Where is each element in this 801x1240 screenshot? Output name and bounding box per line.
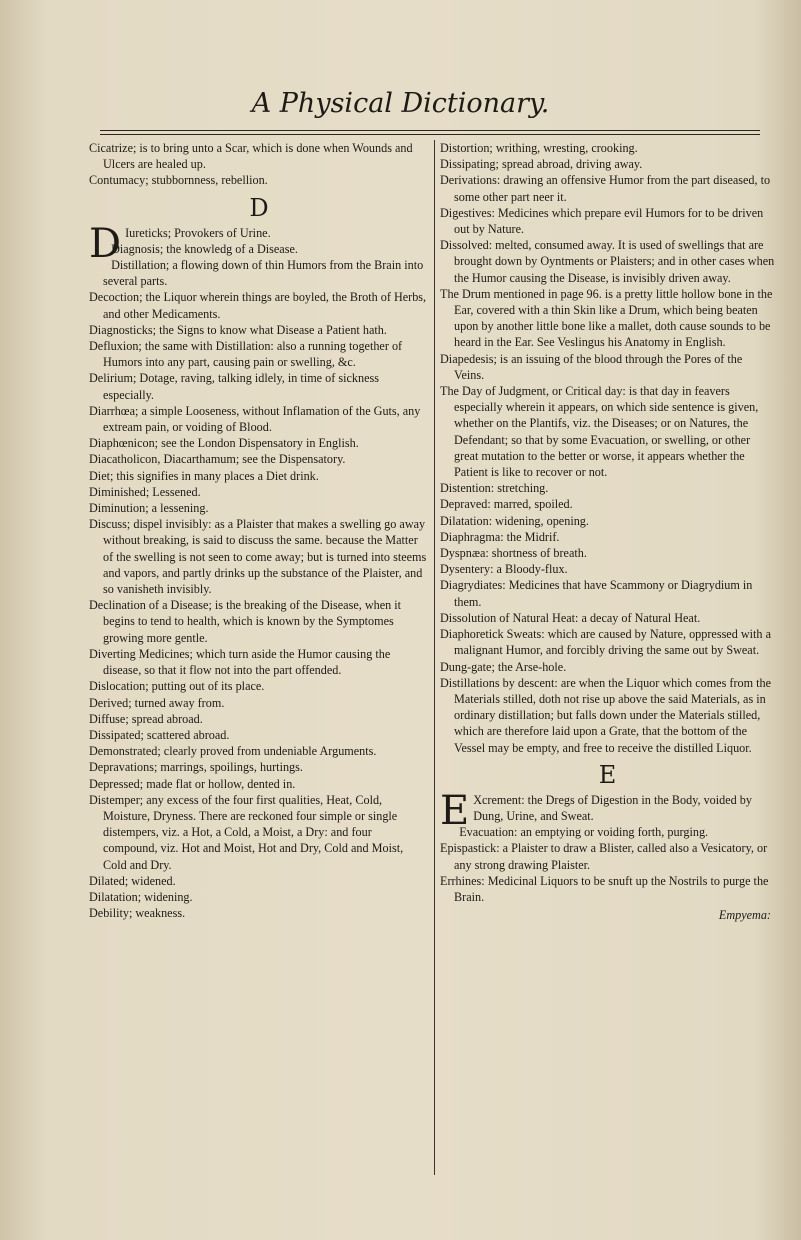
entry: Dissipating; spread abroad, driving away.: [440, 157, 643, 172]
entry: Distemper; any excess of the four first qualities, Heat, Cold, Moisture, Dryness. There are reckoned four simple or single distempers, viz. a Hot, a Cold, a Moist, a Dry: and four compound, viz. Hot and Moist, Hot and Dry, Cold and Moist, Cold and Dry.: [89, 792, 404, 872]
entry: Dissolution of Natural Heat: a decay of Natural Heat.: [440, 610, 701, 625]
entry: Distillations by descent: are when the Liquor which comes from the Materials stilled, doth not rise up above the said Materials, as in ordinary distillation; but falls down under the Materials stilled, which are therefore laid upon a Grate, that the bottom of the Vessel may be empty, and free to receive the distilled Liquor.: [440, 675, 772, 755]
entry: Diagnosis; the knowledg of a Disease.: [111, 241, 298, 256]
entry: Derived; turned away from.: [89, 695, 225, 710]
section-letter-e: E: [598, 760, 617, 789]
right-entries-e: [440, 824, 775, 905]
entry: Dissipated; scattered abroad.: [89, 727, 230, 742]
drop-cap: E: [440, 787, 470, 834]
entry: Depraved: marred, spoiled.: [440, 497, 573, 512]
entry: Delirium; Dotage, raving, talking idlely, in time of sickness especially.: [89, 371, 379, 402]
entry: Diapedesis; is an issuing of the blood through the Pores of the Veins.: [440, 351, 743, 382]
entry: Diacatholicon, Diacarthamum; see the Dispensatory.: [89, 452, 346, 467]
entry: Diagnosticks; the Signs to know what Disease a Patient hath.: [89, 322, 387, 337]
entry: Diverting Medicines; which turn aside the Humor causing the disease, so that it flow not into the part offended.: [89, 646, 391, 678]
column-divider: [434, 140, 435, 1175]
entry: Distention: stretching.: [440, 481, 549, 496]
entry: Dilated; widened.: [89, 873, 176, 888]
entry: Digestives: Medicines which prepare evil Humors for to be driven out by Nature.: [440, 205, 764, 237]
entry: Distillation; a flowing down of thin Humors from the Brain into several parts.: [103, 258, 424, 289]
entry: Diaphoretick Sweats: which are caused by Nature, oppressed with a malignant Humor, and forcibly driving the same out by Sweat.: [440, 627, 771, 658]
right-column: [440, 140, 775, 923]
entry: The Drum mentioned in page 96. is a pretty little hollow bone in the Ear, covered with a thin Skin like a Drum, which being beaten upon by another little bone like a mallet, doth cause sounds to be heard in the Ear. See Veslingus his Anatomy in English.: [440, 286, 773, 350]
entry: Evacuation: an emptying or voiding forth, purging.: [459, 825, 709, 840]
header-rule: [100, 130, 760, 131]
entry: Dung-gate; the Arse-hole.: [440, 659, 567, 674]
header-rule-thin: [100, 134, 760, 135]
entry: Depressed; made flat or hollow, dented in.: [89, 776, 296, 791]
entry: Diaphœnicon; see the London Dispensatory in English.: [89, 436, 359, 451]
entry: Derivations: drawing an offensive Humor from the part diseased, to some other part neer it.: [440, 173, 771, 204]
entry: Declination of a Disease; is the breaking of the Disease, when it begins to tend to health, which is known by the Symptomes growing more gentle.: [89, 598, 402, 645]
entry: Diarrhœa; a simple Looseness, without Inflamation of the Guts, any extream pain, or voiding of Blood.: [89, 403, 421, 435]
section-letter-d: D: [249, 193, 269, 222]
catchword: Empyema:: [718, 908, 771, 923]
entry: Discuss; dispel invisibly: as a Plaister that makes a swelling go away without breaking, is said to discuss the same. because the Matter of the swelling is not seen to come away; but is turned into steems and vapors, and partly drinks up the substance of the Plaister, and so vanisheth invisibly.: [89, 517, 427, 597]
entry: Diffuse; spread abroad.: [89, 711, 203, 726]
entry: Debility; weakness.: [89, 906, 186, 921]
entry-text: Xcrement: the Dregs of Digestion in the Body, voided by Dung, Urine, and Sweat.: [473, 792, 752, 823]
entry: Dilatation; widening.: [89, 889, 193, 904]
entry: Diet; this signifies in many places a Diet drink.: [89, 468, 319, 483]
entry: The Day of Judgment, or Critical day: is that day in feavers especially wherein it appears, on which side sentence is given, whether on the Plantifs, viz. the Diseases; or on Natures, the Defendant; so that by some Evacuation, or swelling, or other great mutation to the better or worse, it appears whether the Patient is like to recover or not.: [440, 384, 759, 480]
drop-cap: D: [89, 220, 122, 267]
left-column: [89, 140, 429, 921]
entry: Errhines: Medicinal Liquors to be snuft up the Nostrils to purge the Brain.: [440, 873, 769, 904]
entry: Diaphragma: the Midrif.: [440, 529, 560, 544]
entry: Diminution; a lessening.: [89, 501, 209, 516]
entry: Dyspnæa: shortness of breath.: [440, 546, 587, 561]
entry: Contumacy; stubbornness, rebellion.: [89, 173, 268, 188]
entry: Diagrydiates: Medicines that have Scammony or Diagrydium in them.: [440, 578, 753, 609]
entry: Epispastick: a Plaister to draw a Blister, called also a Vesicatory, or any strong drawing Plaister.: [440, 841, 768, 872]
entry: Diminished; Lessened.: [89, 484, 201, 499]
entry: Dislocation; putting out of its place.: [89, 679, 265, 694]
entry: Distortion; writhing, wresting, crooking.: [440, 141, 638, 155]
entry: Dysentery: a Bloody-flux.: [440, 562, 568, 577]
entry: Demonstrated; clearly proved from undeniable Arguments.: [89, 744, 377, 759]
entry: Dilatation: widening, opening.: [440, 513, 589, 528]
left-entries: [89, 241, 429, 922]
entry: Depravations; marrings, spoilings, hurtings.: [89, 760, 303, 775]
right-entries: [440, 140, 775, 756]
entry: Dissolved: melted, consumed away. It is used of swellings that are brought down by Oyntments or Plaisters; and in other cases when the Humor causing the Disease, is invisibly driven away.: [440, 238, 775, 285]
entry: Defluxion; the same with Distillation: also a running together of Humors into any part, causing pain or swelling, &c.: [89, 339, 403, 370]
entry-text: Iureticks; Provokers of Urine.: [125, 225, 271, 240]
entry: Decoction; the Liquor wherein things are boyled, the Broth of Herbs, and other Medicaments.: [89, 290, 427, 321]
page-header: A Physical Dictionary.: [251, 88, 550, 119]
entry: Cicatrize; is to bring unto a Scar, which is done when Wounds and Ulcers are healed up.: [89, 141, 413, 172]
